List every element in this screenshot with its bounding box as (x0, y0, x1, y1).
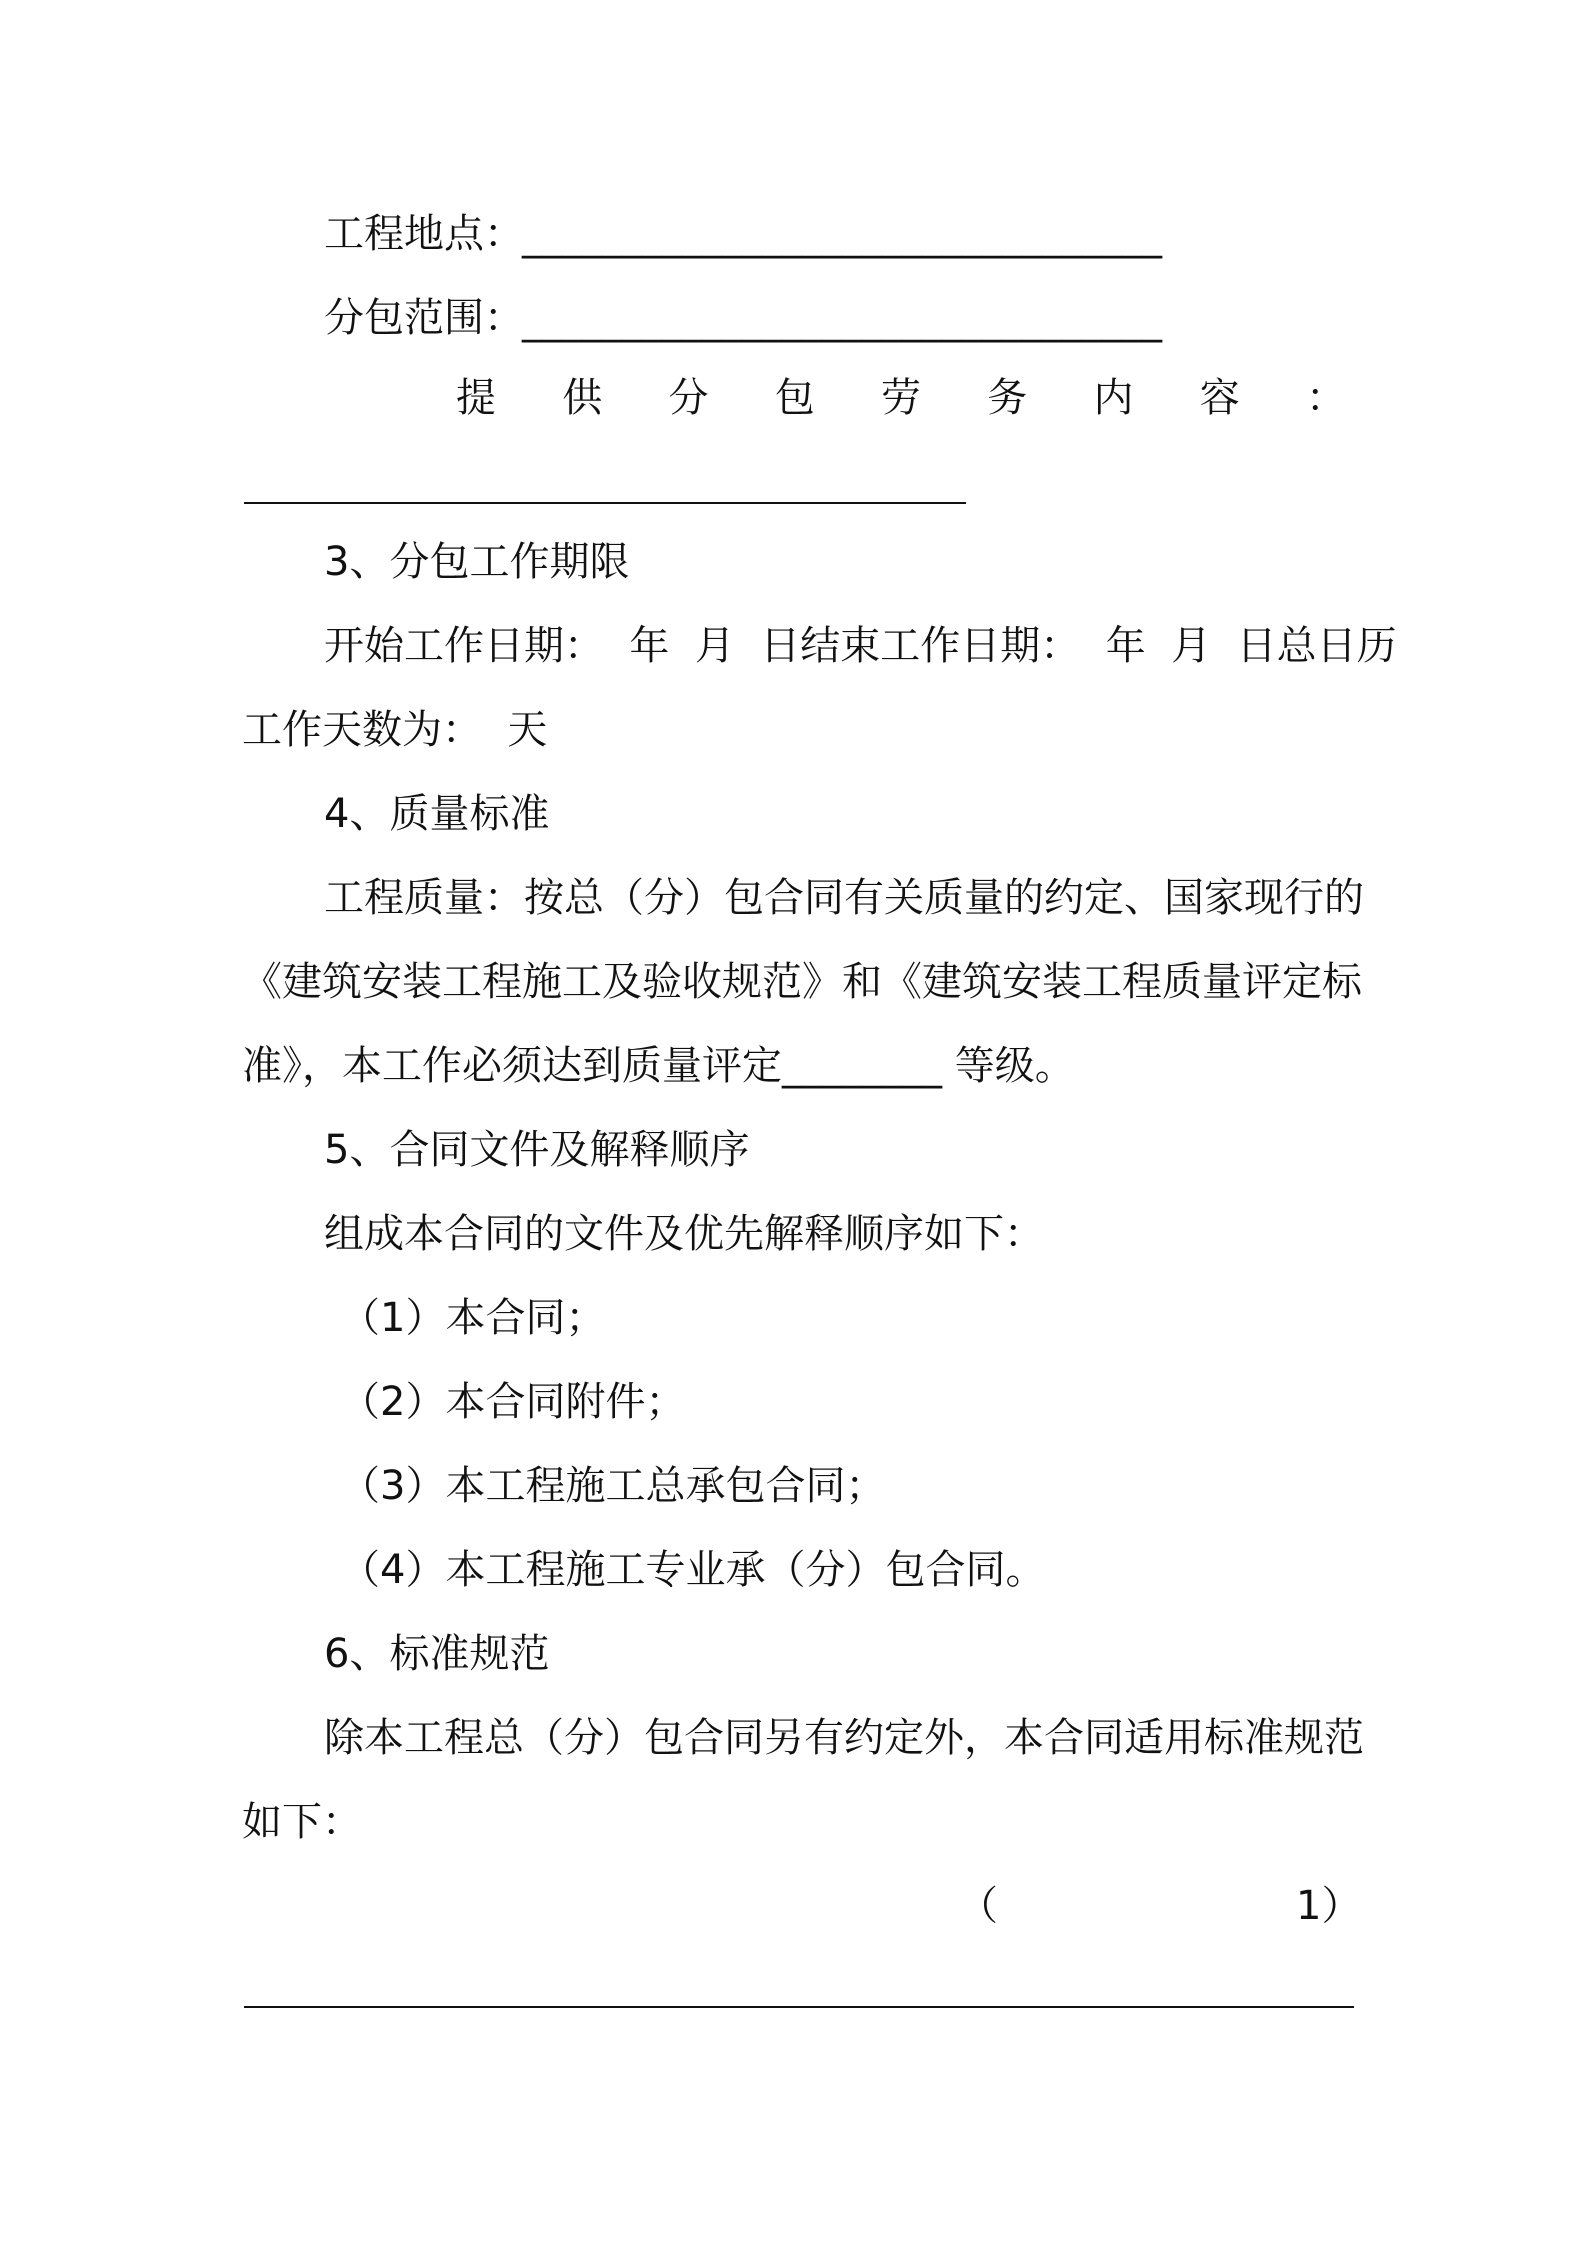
section-4-heading: 4、质量标准 (324, 791, 550, 837)
labor-char: ： (1306, 375, 1346, 421)
section-5-intro: 组成本合同的文件及优先解释顺序如下： (324, 1211, 1044, 1257)
labor-content-blank (244, 502, 966, 504)
section-6-item-1-number: 1） (1296, 1883, 1362, 1929)
section-6-paragraph-line-1: 除本工程总（分）包合同另有约定外，本合同适用标准规范 (324, 1715, 1364, 1761)
section-6-paragraph-line-2: 如下： (242, 1799, 362, 1845)
section-5-heading: 5、合同文件及解释顺序 (324, 1127, 750, 1173)
labor-char: 务 (987, 375, 1028, 421)
labor-char: 分 (668, 375, 709, 421)
location-label: 工程地点： (324, 211, 524, 257)
labor-char: 包 (774, 375, 815, 421)
scope-label: 分包范围： (324, 295, 524, 341)
section-5-item-2: （2）本合同附件； (340, 1379, 686, 1425)
section-4-paragraph-line-1: 工程质量：按总（分）包合同有关质量的约定、国家现行的 (324, 875, 1364, 921)
section-4-paragraph-line-2: 《建筑安装工程施工及验收规范》和《建筑安装工程质量评定标 (242, 959, 1362, 1005)
scope-blank: ________________________________ (522, 297, 1162, 343)
section-6-item-1-open-paren: （ (958, 1883, 998, 1929)
labor-content-label (456, 372, 1346, 424)
section-3-days: 工作天数为： 天 (242, 707, 548, 753)
labor-char: 内 (1093, 375, 1134, 421)
labor-char: 提 (456, 375, 496, 421)
section-3-dates: 开始工作日期： 年 月 日结束工作日期： 年 月 日总日历 (324, 623, 1397, 669)
labor-char: 容 (1199, 375, 1240, 421)
section-5-item-3: （3）本工程施工总承包合同； (340, 1463, 886, 1509)
labor-char: 劳 (881, 375, 921, 421)
section-5-item-1: （1）本合同； (340, 1295, 606, 1341)
labor-char: 供 (562, 375, 603, 421)
section-4-paragraph-line-3: 准》，本工作必须达到质量评定________ 等级。 (242, 1043, 1075, 1089)
section-3-heading: 3、分包工作期限 (324, 539, 630, 585)
section-6-item-1-blank (244, 2006, 1354, 2008)
location-blank: ________________________________ (522, 213, 1162, 259)
section-5-item-4: （4）本工程施工专业承（分）包合同。 (340, 1547, 1046, 1593)
section-6-heading: 6、标准规范 (324, 1631, 550, 1677)
